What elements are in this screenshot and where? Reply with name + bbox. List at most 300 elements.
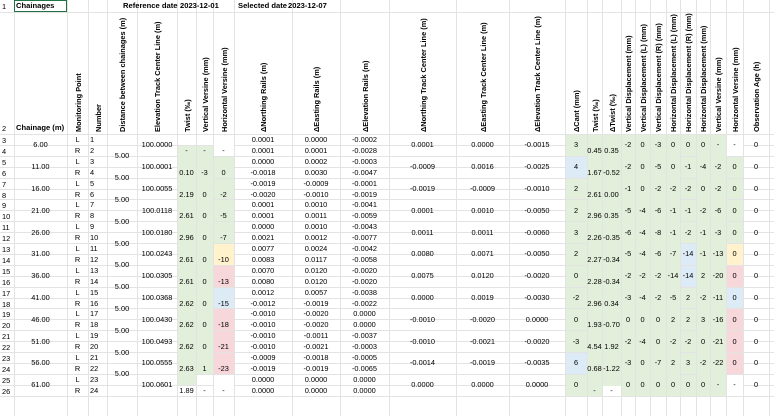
cell-vv2[interactable]: -22	[712, 358, 724, 368]
cell-hv[interactable]: -7	[220, 233, 227, 243]
cell-tw2[interactable]: 1.67	[587, 167, 602, 177]
cell-cant[interactable]: 2	[573, 249, 579, 259]
cell-hdr[interactable]: -14	[682, 271, 694, 281]
cell-num[interactable]: 19	[90, 331, 99, 341]
cell-dec[interactable]: -0.0019	[469, 358, 496, 368]
cell-num[interactable]: 14	[90, 276, 99, 286]
cell-hv[interactable]: -	[222, 145, 225, 155]
cell-chain[interactable]: 61.00	[31, 380, 50, 390]
cell-twist[interactable]: 1.89	[179, 385, 194, 395]
cell-mp[interactable]: L	[75, 331, 80, 341]
cell-num[interactable]: 4	[90, 167, 95, 177]
selected-cell[interactable]	[14, 0, 67, 12]
cell-vd[interactable]: -6	[624, 227, 632, 237]
cell-num[interactable]: 6	[90, 189, 95, 199]
cell-hv[interactable]: -10	[218, 254, 229, 264]
cell-num[interactable]: 16	[90, 298, 99, 308]
cell-num[interactable]: 8	[90, 211, 95, 221]
cell-dtw[interactable]: 1.92	[604, 342, 619, 352]
cell-vv2[interactable]: -13	[712, 249, 724, 259]
cell-chain[interactable]: 21.00	[31, 205, 50, 215]
cell-tw2[interactable]: 2.96	[587, 298, 602, 308]
cell-vv2[interactable]: -16	[712, 314, 724, 324]
cell-dn[interactable]: 0.0012	[251, 287, 275, 297]
cell-dnc[interactable]: 0.0001	[411, 140, 434, 150]
cell-num[interactable]: 1	[90, 135, 95, 144]
cell-dz[interactable]: -0.0059	[351, 211, 378, 221]
cell-vv2[interactable]: -3	[714, 227, 722, 237]
cell-de[interactable]: -0.0019	[303, 363, 329, 373]
cell-distance[interactable]: 5.00	[114, 173, 130, 183]
cell-hv2[interactable]: 0	[732, 314, 737, 324]
cell-hv[interactable]: -	[222, 385, 225, 395]
cell-num[interactable]: 17	[90, 309, 99, 319]
cell-de[interactable]: -0.0020	[303, 309, 329, 319]
cell-tw2[interactable]: 2.26	[587, 233, 602, 243]
cell-chain[interactable]: 11.00	[31, 162, 50, 172]
cell-hdr[interactable]: -1	[684, 205, 692, 215]
cell-twist[interactable]: 2.96	[179, 233, 194, 243]
cell-hv[interactable]: -13	[218, 276, 229, 286]
cell-twist[interactable]: 2.62	[179, 320, 194, 330]
cell-vdl[interactable]: -4	[639, 227, 646, 237]
cell-de[interactable]: 0.0000	[304, 374, 328, 384]
cell-hd[interactable]: -2	[699, 293, 707, 303]
cell-mp[interactable]: R	[74, 276, 81, 286]
cell-de[interactable]: 0.0057	[304, 287, 328, 297]
cell-dnc[interactable]: -0.0014	[409, 358, 436, 368]
cell-vdl[interactable]: 0	[640, 314, 645, 324]
cell-vv2[interactable]: -11	[712, 293, 724, 303]
cell-mp[interactable]: R	[74, 145, 81, 155]
cell-dzc[interactable]: -0.0015	[524, 140, 550, 150]
cell-num[interactable]: 18	[90, 320, 99, 330]
cell-vv2[interactable]: -21	[712, 336, 724, 346]
cell-vdl[interactable]: -2	[639, 271, 646, 281]
cell-dnc[interactable]: 0.0011	[411, 227, 434, 237]
cell-de[interactable]: -0.0019	[303, 298, 329, 308]
cell-dn[interactable]: 0.0001	[251, 145, 275, 155]
cell-dtw[interactable]: -0.34	[603, 276, 620, 286]
cell-twist[interactable]: -	[185, 145, 188, 155]
cell-twist[interactable]: 0.10	[179, 167, 194, 177]
cell-hd[interactable]: -4	[699, 162, 707, 172]
cell-hv[interactable]: -15	[218, 298, 229, 308]
cell-dec[interactable]: 0.0000	[471, 140, 494, 150]
cell-mp[interactable]: R	[74, 385, 81, 395]
cell-vdr[interactable]: 0	[655, 380, 661, 390]
cell-hv2[interactable]: 0	[732, 205, 737, 215]
cell-num[interactable]: 3	[90, 156, 95, 166]
cell-hdr[interactable]: 3	[685, 358, 691, 368]
cell-vdl[interactable]: -4	[639, 205, 646, 215]
cell-vv[interactable]: -	[203, 385, 206, 395]
cell-hdl[interactable]: 2	[670, 358, 676, 368]
cell-cant[interactable]: 2	[573, 184, 579, 194]
cell-dtw[interactable]: -0.35	[603, 233, 620, 243]
cell-distance[interactable]: 5.00	[114, 260, 130, 270]
cell-age[interactable]: 0	[753, 271, 759, 281]
cell-hdr[interactable]: 0	[685, 140, 691, 150]
cell-num[interactable]: 15	[90, 287, 99, 297]
cell-hdl[interactable]: -5	[669, 293, 677, 303]
cell-cant[interactable]: -3	[572, 336, 580, 346]
cell-dzc[interactable]: -0.0035	[524, 358, 550, 368]
cell-vv[interactable]: -3	[201, 167, 208, 177]
cell-vdl[interactable]: -4	[639, 293, 646, 303]
cell-dz[interactable]: -0.0001	[351, 178, 378, 188]
cell-dnc[interactable]: 0.0000	[411, 293, 434, 303]
cell-hd[interactable]: 0	[700, 336, 706, 346]
cell-dz[interactable]: -0.0042	[351, 244, 378, 253]
cell-dzc[interactable]: -0.0010	[524, 184, 550, 194]
cell-mp[interactable]: L	[75, 265, 80, 275]
cell-dzc[interactable]: -0.0050	[524, 205, 550, 215]
cell-de[interactable]: -0.0020	[303, 320, 329, 330]
cell-vdr[interactable]: -8	[654, 227, 662, 237]
cell-hv2[interactable]: 0	[732, 227, 737, 237]
cell-mp[interactable]: R	[74, 254, 81, 264]
cell-chain[interactable]: 31.00	[31, 249, 50, 259]
cell-dzc[interactable]: -0.0060	[524, 227, 550, 237]
cell-vd[interactable]: -2	[624, 336, 632, 346]
cell-dn[interactable]: -0.0010	[250, 309, 276, 319]
cell-vv[interactable]: 0	[202, 276, 207, 286]
cell-dnc[interactable]: -0.0010	[409, 314, 436, 324]
cell-num[interactable]: 7	[90, 200, 95, 210]
cell-vv[interactable]: 0	[202, 298, 207, 308]
cell-distance[interactable]: 5.00	[114, 216, 130, 226]
cell-dz[interactable]: -0.0003	[351, 156, 378, 166]
cell-cant[interactable]: 4	[573, 162, 579, 172]
cell-twist[interactable]: 2.61	[179, 254, 194, 264]
cell-hdr[interactable]: 0	[685, 380, 691, 390]
cell-vv2[interactable]: -	[716, 140, 720, 150]
cell-cant[interactable]: 0	[573, 271, 579, 281]
cell-dn[interactable]: 0.0080	[251, 276, 275, 286]
cell-hv[interactable]: -21	[218, 342, 229, 352]
cell-mp[interactable]: R	[74, 167, 81, 177]
cell-elev[interactable]: 100.0305	[141, 271, 173, 281]
cell-dn[interactable]: -0.0010	[250, 331, 276, 341]
cell-dz[interactable]: 0.0000	[353, 385, 376, 395]
cell-elev[interactable]: 100.0001	[141, 162, 173, 172]
cell-dz[interactable]: -0.0019	[351, 189, 378, 199]
cell-hv2[interactable]: 0	[732, 271, 737, 281]
cell-vdl[interactable]: 0	[640, 358, 645, 368]
cell-elev[interactable]: 100.0601	[141, 380, 173, 390]
cell-vd[interactable]: -2	[624, 271, 632, 281]
cell-age[interactable]: 0	[753, 358, 759, 368]
cell-dn[interactable]: -0.0019	[250, 363, 276, 373]
cell-hdl[interactable]: 0	[670, 380, 676, 390]
cell-dz[interactable]: -0.0065	[351, 363, 378, 373]
cell-dtw[interactable]: -	[610, 385, 613, 395]
cell-vv[interactable]: 0	[202, 320, 207, 330]
cell-hv[interactable]: -2	[220, 189, 227, 199]
cell-num[interactable]: 20	[90, 342, 99, 352]
cell-hdl[interactable]: 2	[670, 314, 676, 324]
cell-distance[interactable]: 5.00	[114, 369, 130, 379]
cell-dn[interactable]: 0.0001	[251, 135, 275, 144]
cell-mp[interactable]: R	[74, 233, 81, 243]
cell-de[interactable]: 0.0120	[304, 276, 328, 286]
cell-distance[interactable]: 5.00	[114, 282, 130, 292]
cell-elev[interactable]: 100.0000	[141, 140, 173, 150]
cell-de[interactable]: 0.0002	[304, 156, 328, 166]
cell-de[interactable]: 0.0030	[304, 167, 328, 177]
cell-cant[interactable]: 3	[573, 227, 579, 237]
cell-hdr[interactable]: -2	[684, 184, 692, 194]
cell-twist[interactable]: 2.19	[179, 189, 194, 199]
cell-vdl[interactable]: 0	[640, 162, 645, 172]
cell-hd[interactable]: -2	[699, 205, 707, 215]
cell-distance[interactable]: 5.00	[114, 303, 130, 313]
cell-dnc[interactable]: -0.0010	[409, 336, 436, 346]
cell-mp[interactable]: R	[74, 298, 81, 308]
cell-num[interactable]: 22	[90, 363, 99, 373]
cell-vv2[interactable]: -2	[714, 184, 722, 194]
cell-distance[interactable]: 5.00	[114, 347, 130, 357]
cell-vdr[interactable]: 0	[655, 336, 661, 346]
cell-hdr[interactable]: -14	[682, 249, 694, 259]
cell-hv2[interactable]: -	[733, 140, 736, 150]
cell-mp[interactable]: R	[74, 189, 81, 199]
cell-num[interactable]: 13	[90, 265, 99, 275]
cell-num[interactable]: 23	[90, 374, 99, 384]
cell-de[interactable]: 0.0024	[304, 244, 328, 253]
cell-de[interactable]: -0.0021	[303, 342, 329, 352]
cell-vd[interactable]: -3	[624, 358, 632, 368]
cell-dn[interactable]: 0.0000	[251, 385, 275, 395]
cell-twist[interactable]: 2.61	[179, 276, 194, 286]
cell-hd[interactable]: -1	[699, 227, 707, 237]
cell-hdl[interactable]: -1	[669, 205, 677, 215]
cell-tw2[interactable]: 2.27	[587, 254, 602, 264]
cell-hd[interactable]: -2	[699, 358, 707, 368]
cell-vd[interactable]: -5	[624, 249, 632, 259]
cell-hd[interactable]: 2	[700, 271, 706, 281]
cell-dec[interactable]: 0.0016	[471, 162, 494, 172]
cell-age[interactable]: 0	[753, 140, 759, 150]
cell-distance[interactable]: 5.00	[114, 238, 130, 248]
cell-mp[interactable]: L	[75, 353, 80, 362]
cell-age[interactable]: 0	[753, 162, 759, 172]
cell-age[interactable]: 0	[753, 336, 759, 346]
cell-chain[interactable]: 26.00	[31, 227, 50, 237]
cell-dn[interactable]: -0.0012	[250, 298, 276, 308]
cell-dzc[interactable]: -0.0020	[524, 271, 550, 281]
cell-mp[interactable]: L	[75, 374, 80, 384]
cell-vv2[interactable]: -2	[714, 162, 722, 172]
cell-dtw[interactable]: -0.52	[603, 167, 620, 177]
cell-dzc[interactable]: 0.0000	[525, 380, 549, 390]
cell-vdr[interactable]: -7	[654, 358, 662, 368]
cell-twist[interactable]: 2.61	[179, 211, 194, 221]
cell-dz[interactable]: -0.0022	[351, 298, 378, 308]
cell-mp[interactable]: L	[75, 287, 80, 297]
cell-dz[interactable]: -0.0002	[351, 135, 378, 144]
cell-dz[interactable]: -0.0043	[351, 222, 378, 232]
cell-age[interactable]: 0	[753, 314, 759, 324]
cell-vv2[interactable]: -6	[714, 205, 722, 215]
cell-mp[interactable]: L	[75, 309, 80, 319]
cell-vdr[interactable]: -2	[654, 293, 662, 303]
cell-tw2[interactable]: 2.61	[587, 189, 602, 199]
cell-dtw[interactable]: 0.34	[604, 298, 619, 308]
cell-vv[interactable]: 0	[202, 189, 207, 199]
cell-num[interactable]: 21	[90, 353, 99, 362]
cell-elev[interactable]: 100.0055	[141, 184, 173, 194]
cell-dn[interactable]: 0.0001	[251, 200, 275, 210]
cell-cant[interactable]: 2	[573, 205, 579, 215]
cell-dec[interactable]: 0.0071	[471, 249, 494, 259]
cell-de[interactable]: 0.0010	[304, 222, 328, 232]
cell-dec[interactable]: -0.0020	[469, 314, 496, 324]
cell-age[interactable]: 0	[753, 227, 759, 237]
cell-dnc[interactable]: -0.0019	[409, 184, 436, 194]
cell-tw2[interactable]: 2.28	[587, 276, 602, 286]
cell-hdl[interactable]: -1	[669, 227, 677, 237]
cell-dn[interactable]: 0.0070	[251, 265, 275, 275]
cell-age[interactable]: 0	[753, 205, 759, 215]
cell-hv[interactable]: -5	[220, 211, 227, 221]
cell-mp[interactable]: L	[75, 200, 80, 210]
cell-elev[interactable]: 100.0180	[141, 227, 173, 237]
cell-dnc[interactable]: -0.0009	[409, 162, 436, 172]
cell-dn[interactable]: -0.0010	[250, 320, 276, 330]
cell-dnc[interactable]: 0.0080	[411, 249, 434, 259]
cell-dzc[interactable]: -0.0020	[524, 336, 550, 346]
cell-mp[interactable]: L	[75, 244, 80, 253]
cell-dn[interactable]: -0.0009	[250, 353, 276, 362]
cell-distance[interactable]: 5.00	[114, 151, 130, 161]
cell-mp[interactable]: L	[75, 178, 80, 188]
cell-hv[interactable]: 0	[221, 167, 226, 177]
cell-elev[interactable]: 100.0118	[141, 205, 173, 215]
cell-dtw[interactable]: 0.35	[604, 211, 619, 221]
cell-hdl[interactable]: -7	[669, 249, 677, 259]
cell-vd[interactable]: 0	[625, 380, 631, 390]
cell-hdl[interactable]: -2	[669, 184, 677, 194]
cell-hd[interactable]: -1	[699, 249, 707, 259]
cell-tw2[interactable]: 0.45	[587, 145, 602, 155]
cell-vdr[interactable]: -6	[654, 205, 662, 215]
cell-vv[interactable]: 1	[202, 363, 207, 373]
cell-dtw[interactable]: 0.00	[604, 189, 619, 199]
cell-vdr[interactable]: -6	[654, 249, 662, 259]
cell-hd[interactable]: 0	[700, 140, 706, 150]
cell-dtw[interactable]: 0.35	[604, 145, 619, 155]
cell-num[interactable]: 9	[90, 222, 95, 232]
cell-dtw[interactable]: -1.22	[603, 363, 620, 373]
cell-dz[interactable]: -0.0020	[351, 265, 378, 275]
cell-age[interactable]: 0	[753, 293, 759, 303]
cell-chain[interactable]: 41.00	[31, 293, 50, 303]
cell-dn[interactable]: 0.0000	[251, 156, 275, 166]
cell-dz[interactable]: -0.0037	[351, 331, 378, 341]
cell-dzc[interactable]: -0.0050	[524, 249, 550, 259]
cell-dz[interactable]: -0.0058	[351, 254, 378, 264]
cell-vd[interactable]: -2	[624, 162, 632, 172]
cell-age[interactable]: 0	[753, 380, 759, 390]
cell-vdr[interactable]: -5	[654, 162, 662, 172]
cell-dn[interactable]: -0.0018	[250, 167, 276, 177]
cell-chain[interactable]: 46.00	[31, 314, 50, 324]
cell-hv[interactable]: -18	[218, 320, 229, 330]
cell-de[interactable]: 0.0000	[304, 135, 328, 144]
cell-num[interactable]: 2	[90, 145, 95, 155]
cell-dz[interactable]: -0.0005	[351, 353, 378, 362]
cell-num[interactable]: 24	[90, 385, 99, 395]
cell-dn[interactable]: 0.0000	[251, 222, 275, 232]
cell-chain[interactable]: 56.00	[31, 358, 50, 368]
cell-dz[interactable]: 0.0000	[353, 320, 376, 330]
cell-de[interactable]: -0.0018	[303, 353, 329, 362]
cell-dec[interactable]: 0.0010	[471, 205, 494, 215]
cell-elev[interactable]: 100.0555	[141, 358, 173, 368]
cell-hdr[interactable]: -1	[684, 162, 692, 172]
cell-dn[interactable]: -0.0010	[250, 342, 276, 352]
cell-vv[interactable]: -	[203, 145, 206, 155]
cell-chain[interactable]: 51.00	[31, 336, 50, 346]
cell-vv2[interactable]: -20	[712, 271, 724, 281]
cell-dec[interactable]: -0.0009	[469, 184, 496, 194]
cell-dz[interactable]: -0.0047	[351, 167, 378, 177]
cell-mp[interactable]: R	[74, 211, 81, 221]
cell-hv2[interactable]: 0	[732, 184, 737, 194]
cell-de[interactable]: -0.0010	[303, 189, 329, 199]
cell-hdr[interactable]: -2	[684, 336, 692, 346]
cell-twist[interactable]: 2.63	[179, 363, 194, 373]
cell-twist[interactable]: 2.62	[179, 342, 194, 352]
cell-dzc[interactable]: -0.0025	[524, 162, 550, 172]
cell-dn[interactable]: 0.0001	[251, 211, 275, 221]
cell-distance[interactable]: 5.00	[114, 194, 130, 204]
cell-tw2[interactable]: 2.96	[587, 211, 602, 221]
cell-vdl[interactable]: -4	[639, 336, 646, 346]
cell-cant[interactable]: -2	[572, 293, 580, 303]
cell-dz[interactable]: -0.0077	[351, 233, 378, 243]
cell-dnc[interactable]: 0.0001	[411, 205, 434, 215]
cell-vdl[interactable]: 0	[640, 184, 645, 194]
cell-hdl[interactable]: 0	[670, 140, 676, 150]
cell-num[interactable]: 5	[90, 178, 95, 188]
cell-hdr[interactable]: -2	[684, 227, 692, 237]
cell-dtw[interactable]: -0.70	[603, 320, 620, 330]
cell-dn[interactable]: 0.0083	[251, 254, 275, 264]
cell-dn[interactable]: -0.0019	[250, 178, 276, 188]
cell-de[interactable]: 0.0010	[304, 200, 328, 210]
cell-vv[interactable]: 0	[202, 254, 207, 264]
cell-dtw[interactable]: -0.34	[603, 254, 620, 264]
cell-vdr[interactable]: -2	[654, 184, 662, 194]
cell-de[interactable]: 0.0120	[304, 265, 328, 275]
cell-hdl[interactable]: -2	[669, 336, 677, 346]
cell-dec[interactable]: -0.0021	[469, 336, 496, 346]
cell-num[interactable]: 10	[90, 233, 99, 243]
cell-elev[interactable]: 100.0368	[141, 293, 173, 303]
cell-chain[interactable]: 36.00	[31, 271, 50, 281]
cell-age[interactable]: 0	[753, 184, 759, 194]
cell-dz[interactable]: -0.0028	[351, 145, 378, 155]
cell-vd[interactable]: 0	[625, 314, 631, 324]
cell-de[interactable]: 0.0000	[304, 385, 328, 395]
cell-mp[interactable]: L	[75, 222, 80, 232]
cell-dn[interactable]: 0.0077	[251, 244, 275, 253]
cell-hv[interactable]: -23	[218, 363, 229, 373]
cell-tw2[interactable]: 0.68	[587, 363, 602, 373]
